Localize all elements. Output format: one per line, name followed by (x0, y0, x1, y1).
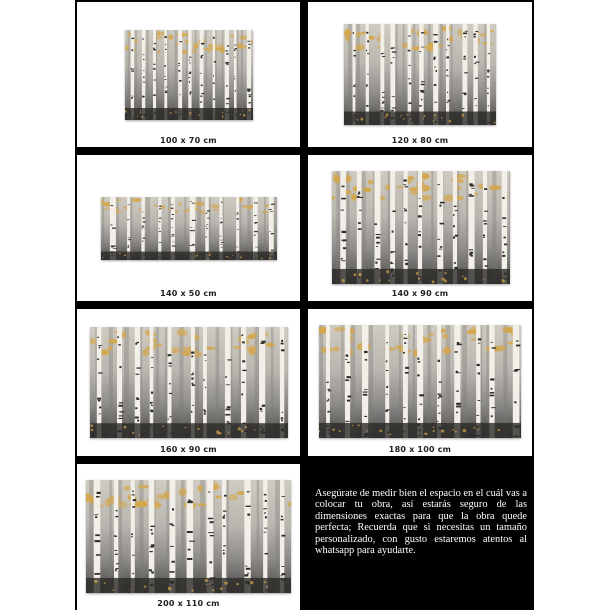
size-option-120x80 (308, 2, 532, 147)
birch-forest-painting (344, 24, 496, 125)
birch-forest-painting (319, 325, 521, 438)
size-option-140x90 (308, 155, 532, 301)
size-option-140x50 (77, 155, 300, 301)
size-label: 160 x 90 cm (160, 445, 217, 454)
size-option-200x110 (77, 464, 300, 610)
size-label: 200 x 110 cm (157, 599, 220, 608)
painting-thumbnail (319, 325, 521, 438)
size-label: 140 x 50 cm (160, 289, 217, 298)
painting-thumbnail (86, 480, 291, 593)
painting-thumbnail (332, 171, 510, 284)
size-option-180x100 (308, 309, 532, 456)
measurement-note (307, 458, 533, 610)
birch-forest-painting (101, 197, 277, 260)
size-option-160x90 (77, 309, 300, 456)
size-label: 120 x 80 cm (391, 136, 449, 145)
birch-forest-painting (90, 327, 288, 438)
painting-thumbnail (101, 197, 277, 260)
size-label: 100 x 70 cm (160, 136, 217, 145)
birch-forest-painting (86, 480, 291, 593)
painting-thumbnail (125, 30, 253, 120)
birch-forest-painting (332, 171, 510, 284)
painting-thumbnail (90, 327, 288, 438)
size-option-100x70 (77, 2, 300, 147)
birch-forest-painting (125, 30, 253, 120)
painting-thumbnail (344, 24, 496, 125)
size-label: 140 x 90 cm (391, 289, 449, 298)
measurement-note-text: Asegúrate de medir bien el espacio en el cuál vas a colocar tu obra, así estarás seguro de las dimensiones exactas para que la obra quede perfecta; Recuerda que si necesitas un tamaño personalizado, con gusto estaremos atentos al whatsapp para ayudarte. (315, 488, 527, 557)
size-label: 180 x 100 cm (388, 445, 452, 454)
